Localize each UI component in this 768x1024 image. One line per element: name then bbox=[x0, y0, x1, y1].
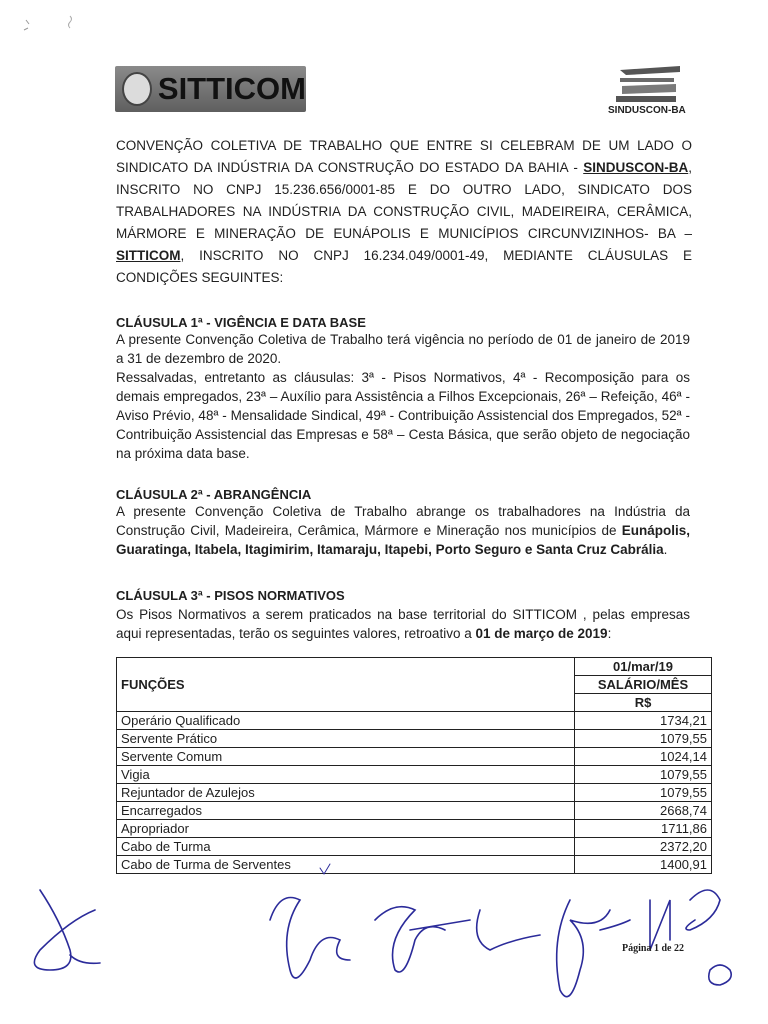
clause-2-end: . bbox=[663, 542, 668, 557]
signature-5 bbox=[650, 890, 720, 950]
table-header-row-1 bbox=[117, 658, 712, 676]
intro-text-2: , INSCRITO NO CNPJ 15.236.656/0001-85 E DO OUTRO LADO, SINDICATO DOS TRABALHADORES NA INDÚSTRIA DA CONSTRUÇÃO CIVIL, MADEIREIRA, CERÂMICA, MÁRMORE E MINERAÇÃO DE EUNÁPOLIS E MUNICÍPIOS CIRCUNVIZINHOS- BA – bbox=[116, 160, 692, 241]
sitticom-emblem-icon bbox=[122, 72, 152, 106]
row-valor: 1711,86 bbox=[575, 820, 712, 838]
row-funcao: Rejuntador de Azulejos bbox=[117, 784, 575, 802]
row-valor: 2372,20 bbox=[575, 838, 712, 856]
row-funcao: Vigia bbox=[117, 766, 575, 784]
signature-6 bbox=[709, 965, 732, 985]
clause-2-paragraph bbox=[116, 502, 690, 559]
table-row bbox=[117, 838, 712, 856]
row-valor: 1400,91 bbox=[575, 856, 712, 874]
header-currency: R$ bbox=[575, 694, 712, 712]
header-salario: SALÁRIO/MÊS bbox=[575, 676, 712, 694]
table-row bbox=[117, 784, 712, 802]
intro-sinduscon: SINDUSCON-BA bbox=[583, 160, 689, 175]
table-row bbox=[117, 802, 712, 820]
clause-1-paragraph-1: A presente Convenção Coletiva de Trabalho terá vigência no período de 01 de janeiro de 2019 a 31 de dezembro de 2020. bbox=[116, 332, 690, 366]
row-funcao: Cabo de Turma bbox=[117, 838, 575, 856]
clause-3-end: : bbox=[607, 626, 612, 641]
signature-1 bbox=[34, 890, 100, 970]
table-row bbox=[117, 712, 712, 730]
row-valor: 1079,55 bbox=[575, 766, 712, 784]
row-valor: 2668,74 bbox=[575, 802, 712, 820]
signature-4 bbox=[557, 900, 630, 997]
row-valor: 1079,55 bbox=[575, 730, 712, 748]
sinduscon-logo-text: SINDUSCON-BA bbox=[608, 105, 686, 116]
sitticom-logo bbox=[115, 66, 306, 112]
sitticom-logo-text: SITTICOM bbox=[157, 71, 306, 106]
clause-1-heading: CLÁUSULA 1ª - VIGÊNCIA E DATA BASE bbox=[116, 315, 366, 330]
clause-3-heading: CLÁUSULA 3ª - PISOS NORMATIVOS bbox=[116, 588, 345, 603]
clause-2-heading: CLÁUSULA 2ª - ABRANGÊNCIA bbox=[116, 487, 312, 502]
pisos-normativos-table bbox=[116, 657, 712, 874]
page-number: Página 1 de 22 bbox=[622, 943, 684, 954]
intro-text-3: , INSCRITO NO CNPJ 16.234.049/0001-49, MEDIANTE CLÁUSULAS E CONDIÇÕES SEGUINTES: bbox=[116, 248, 692, 285]
signature-3 bbox=[375, 907, 540, 972]
clause-2-text: A presente Convenção Coletiva de Trabalho abrange os trabalhadores na Indústria da Construção Civil, Madeireira, Cerâmica, Mármore e Mineração nos municípios de bbox=[116, 504, 690, 538]
row-funcao: Servente Prático bbox=[117, 730, 575, 748]
clause-3-date: 01 de março de 2019 bbox=[475, 626, 608, 641]
clause-3-text: Os Pisos Normativos a serem praticados na base territorial do SITTICOM , pelas empresas aqui representadas, terão os seguintes valores, retroativo a bbox=[116, 607, 690, 641]
signatures bbox=[0, 860, 768, 1024]
table-row bbox=[117, 820, 712, 838]
sinduscon-bars-icon bbox=[612, 66, 684, 104]
clause-2-municipios: Eunápolis, Guaratinga, Itabela, Itagimirim, Itamaraju, Itapebi, Porto Seguro e Santa Cruz Cabrália bbox=[116, 523, 690, 557]
clause-1-paragraph-2: Ressalvadas, entretanto as cláusulas: 3ª - Pisos Normativos, 4ª - Recomposição para os demais empregados, 23ª – Auxílio para Assistência a Filhos Excepcionais, 26ª – Refeição, 46ª - Aviso Prévio, 48ª - Mensalidade Sindical, 49ª - Contribuição Assistencial dos Empregados, 52ª - Contribuição Assistencial das Empresas e 58ª – Cesta Básica, que serão objeto de negociação na próxima data base. bbox=[116, 370, 690, 461]
clause-3-paragraph bbox=[116, 605, 690, 643]
row-valor: 1079,55 bbox=[575, 784, 712, 802]
row-valor: 1734,21 bbox=[575, 712, 712, 730]
signature-2 bbox=[270, 898, 350, 979]
intro-sitticom: SITTICOM bbox=[116, 248, 181, 263]
table-row bbox=[117, 730, 712, 748]
row-funcao: Cabo de Turma de Serventes bbox=[117, 856, 575, 874]
scan-corner-marks bbox=[22, 12, 82, 40]
header-funcoes: FUNÇÕES bbox=[117, 658, 575, 712]
intro-text-1: CONVENÇÃO COLETIVA DE TRABALHO QUE ENTRE SI CELEBRAM DE UM LADO O SINDICATO DA INDÚSTRIA DA CONSTRUÇÃO DO ESTADO DA BAHIA - bbox=[116, 138, 692, 175]
table-row bbox=[117, 766, 712, 784]
row-valor: 1024,14 bbox=[575, 748, 712, 766]
row-funcao: Servente Comum bbox=[117, 748, 575, 766]
sinduscon-logo bbox=[608, 66, 686, 116]
table-row bbox=[117, 748, 712, 766]
row-funcao: Operário Qualificado bbox=[117, 712, 575, 730]
row-funcao: Encarregados bbox=[117, 802, 575, 820]
intro-paragraph bbox=[116, 135, 692, 289]
header-date: 01/mar/19 bbox=[575, 658, 712, 676]
row-funcao: Apropriador bbox=[117, 820, 575, 838]
